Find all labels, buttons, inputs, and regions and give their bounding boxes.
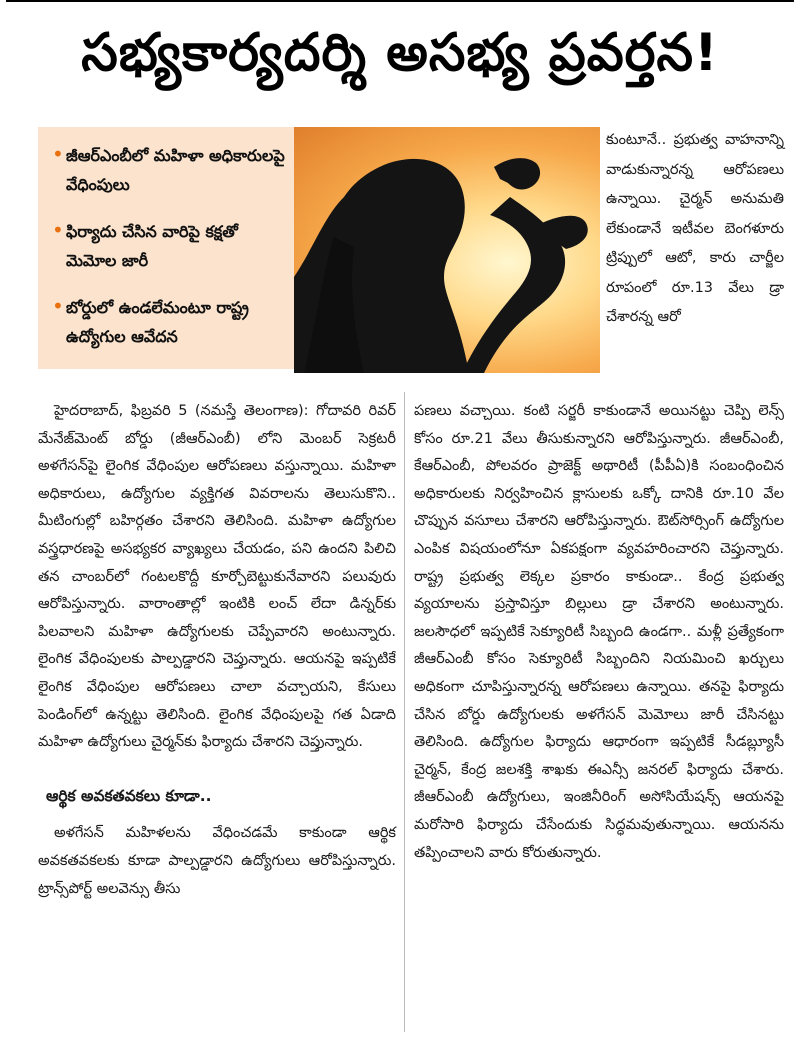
right-column (414, 398, 784, 867)
top-rule (6, 0, 794, 2)
highlight-item (52, 141, 286, 199)
silhouette-photo (294, 127, 600, 373)
bullet-icon: • (52, 294, 64, 318)
headline: సభ్యకార్యదర్శి అసభ్య ప్రవర్తన! (81, 23, 719, 83)
body-paragraph: అళగేసన్ మహిళలను వేధించడమే కాకుండా ఆర్థిక అవకతవకలకు కూడా పాల్పడ్డారని ఉద్యోగులు ఆరోపిస్తున్నారు. ట్రాన్స్‌పోర్ట్ అలవెన్సు తీసు (38, 825, 396, 897)
highlight-item (52, 293, 286, 351)
highlight-item (52, 217, 286, 275)
highlight-text: ఫిర్యాదు చేసిన వారిపై కక్షతో మెమోల జారీ (66, 222, 238, 270)
highlights-box (38, 127, 294, 369)
bullet-icon: • (52, 218, 64, 242)
bullet-icon: • (52, 142, 64, 166)
subheading: ఆర్థిక అవకతవకలు కూడా.. (46, 786, 212, 805)
right-top-column: కుంటూనే.. ప్రభుత్వ వాహనాన్ని వాడుకున్నారన్న ఆరోపణలు ఉన్నాయి. చైర్మన్ అనుమతి లేకుండానే ఇటీవల బెంగళూరు ట్రిప్పులో ఆటో, కారు చార్జీల రూపంలో రూ.13 వేలు డ్రా చేశారన్న ఆరో (606, 132, 784, 325)
left-column (38, 398, 396, 903)
highlight-text: జీఆర్ఎంబీలో మహిళా అధికారులపై వేధింపులు (66, 146, 285, 194)
body-paragraph: హైదరాబాద్, ఫిబ్రవరి 5 (నమస్తే తెలంగాణ): గోదావరి రివర్ మేనేజ్‌మెంట్ బోర్డు (జీఆర్ఎంబీ) లోని మెంబర్ సెక్రటరీ అళగేసన్‌పై లైంగిక వేధింపుల ఆరోపణలు వస్తున్నాయి. మహిళా అధికారులు, ఉద్యోగుల వ్యక్తిగత వివరాలను తెలుసుకొని.. మీటింగుల్లో బహిర్గతం చేశారని తెలిసింది. మహిళా ఉద్యోగుల వస్త్రధారణపై అసభ్యకర వ్యాఖ్యలు చేయడం, పని ఉందని పిలిచి తన చాంబర్‌లో గంటలకొద్దీ కూర్చోబెట్టుకునేవారని పలువురు ఆరోపిస్తున్నారు. వారాంతాల్లో ఇంటికి లంచ్ లేదా డిన్నర్‌కు పిలవాలని మహిళా ఉద్యోగులకు చెప్పేవారని అంటున్నారు. లైంగిక వేధింపులకు పాల్పడ్డారని చెప్తున్నారు. ఆయనపై ఇప్పటికే లైంగిక వేధింపుల ఆరోపణలు చాలా వచ్చాయని, కేసులు పెండింగ్‌లో ఉన్నట్టు తెలిసింది. లైంగిక వేధింపులపై గత ఏడాది మహిళా ఉద్యోగులు చైర్మన్‌కు ఫిర్యాదు చేశారని చెప్తున్నారు. (38, 403, 396, 751)
highlight-text: బోర్డులో ఉండలేమంటూ రాష్ట్ర ఉద్యోగుల ఆవేదన (66, 298, 249, 346)
silhouette-illustration (294, 127, 600, 373)
column-divider (404, 392, 405, 1032)
body-paragraph: పణలు వచ్చాయి. కంటి సర్జరీ కాకుండానే అయినట్టు చెప్పి లెన్స్ కోసం రూ.21 వేలు తీసుకున్నారని ఆరోపిస్తున్నారు. జీఆర్ఎంబీ, కేఆర్ఎంబీ, పోలవరం ప్రాజెక్ట్ అథారిటీ (పీపీఏ)కి సంబంధించిన అధికారులకు నిర్వహించిన క్లాసులకు ఒక్కో దానికి రూ.10 వేల చొప్పున వసూలు చేశారని ఆరోపిస్తున్నారు. ఔట్‌సోర్సింగ్ ఉద్యోగుల ఎంపిక విషయంలోనూ ఏకపక్షంగా వ్యవహరించారని చెప్తున్నారు. రాష్ట్ర ప్రభుత్వ లెక్కల ప్రకారం కాకుండా.. కేంద్ర ప్రభుత్వ వ్యయాలను ప్రస్తావిస్తూ బిల్లులు డ్రా చేశారని అంటున్నారు. జలసౌధలో ఇప్పటికే సెక్యూరిటీ సిబ్బంది ఉండగా.. మళ్లీ ప్రత్యేకంగా జీఆర్ఎంబీ కోసం సెక్యూరిటీ సిబ్బందిని నియమించి ఖర్చులు అధికంగా చూపిస్తున్నారన్న ఆరోపణలు ఉన్నాయి. తనపై ఫిర్యాదు చేసిన బోర్డు ఉద్యోగులకు అళగేసన్ మెమోలు జారీ చేసినట్టు తెలిసింది. ఉద్యోగుల ఫిర్యాదు ఆధారంగా ఇప్పటికే సీడబ్ల్యూసీ చైర్మన్, కేంద్ర జలశక్తి శాఖకు ఈఎన్సీ జనరల్ ఫిర్యాదు చేశారు. జీఆర్ఎంబీ ఉద్యోగులు, ఇంజినీరింగ్ అసోసియేషన్స్ ఆయనపై మరోసారి ఫిర్యాదు చేసేందుకు సిద్ధమవుతున్నాయి. ఆయనను తప్పించాలని వారు కోరుతున్నారు. (414, 403, 784, 861)
